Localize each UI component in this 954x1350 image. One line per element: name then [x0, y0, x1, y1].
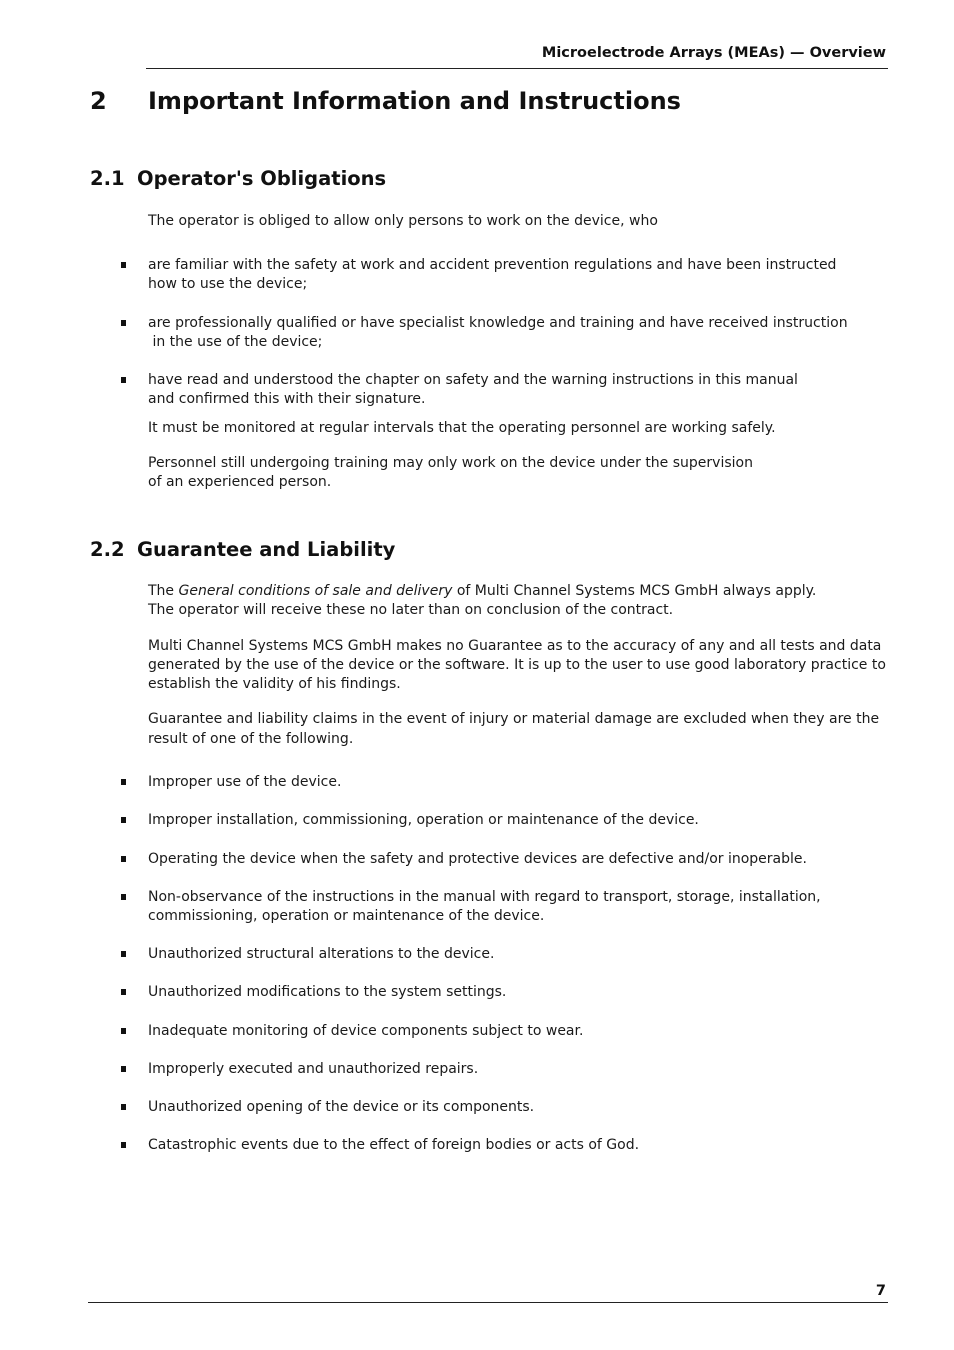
paragraph-intro: The operator is obliged to allow only persons to work on the device, who: [148, 213, 658, 229]
header-rule: [146, 68, 888, 69]
list-item-text: Unauthorized modifications to the system settings.: [148, 984, 507, 1000]
bullet-marker: [121, 320, 126, 326]
paragraph-monitoring: It must be monitored at regular intervals that the operating personnel are working safely.: [148, 420, 776, 436]
section-title: Operator's Obligations: [137, 167, 387, 190]
bullet-marker: [121, 817, 126, 823]
list-item-text: Improper use of the device.: [148, 774, 342, 790]
bullet-marker: [121, 856, 126, 862]
list-item-text: Improper installation, commissioning, operation or maintenance of the device.: [148, 812, 699, 828]
paragraph-training: [148, 454, 753, 492]
bullet-marker: [121, 1142, 126, 1148]
bullet-marker: [121, 1028, 126, 1034]
chapter-heading: [90, 87, 681, 115]
paragraph-line: Multi Channel Systems MCS GmbH makes no Guarantee as to the accuracy of any and all tests and data: [148, 638, 882, 654]
section-title: Guarantee and Liability: [137, 538, 396, 561]
section-heading-guarantee-liability: [90, 538, 395, 561]
paragraph-line: Personnel still undergoing training may only work on the device under the supervision: [148, 455, 753, 471]
list-item-text: Operating the device when the safety and protective devices are defective and/or inoperable.: [148, 851, 807, 867]
running-header: Microelectrode Arrays (MEAs) — Overview: [541, 45, 886, 61]
paragraph-line: of an experienced person.: [148, 474, 332, 490]
bullet-marker: [121, 377, 126, 383]
paragraph-conditions: [148, 582, 816, 620]
list-item-text: Unauthorized opening of the device or its components.: [148, 1099, 535, 1115]
page-number: 7: [875, 1283, 886, 1299]
chapter-title: Important Information and Instructions: [148, 87, 681, 115]
bullet-marker: [121, 1104, 126, 1110]
paragraph-exclusions: [148, 709, 879, 749]
bullet-marker: [121, 951, 126, 957]
list-item-text: are professionally qualified or have specialist knowledge and training and have received instruction: [148, 315, 848, 331]
list-item-text: Unauthorized structural alterations to the device.: [148, 946, 495, 962]
list-item-text: and confirmed this with their signature.: [148, 391, 426, 407]
paragraph-line: establish the validity of his findings.: [148, 676, 401, 692]
section-number: 2.1: [90, 167, 125, 190]
bullet-marker: [121, 989, 126, 995]
section-number: 2.2: [90, 538, 125, 561]
paragraph-line: generated by the use of the device or the software. It is up to the user to use good laboratory practice to: [148, 657, 886, 673]
italic-text: General conditions of sale and delivery: [178, 583, 453, 599]
paragraph-line: The operator will receive these no later than on conclusion of the contract.: [148, 602, 674, 618]
list-item-text: in the use of the device;: [148, 334, 323, 350]
list-item-text: have read and understood the chapter on safety and the warning instructions in this manual: [148, 372, 798, 388]
list-item-text: Non-observance of the instructions in the manual with regard to transport, storage, installation,: [148, 889, 821, 905]
list-item-text: commissioning, operation or maintenance of the device.: [148, 908, 545, 924]
paragraph-line: Guarantee and liability claims in the event of injury or material damage are excluded when they are the: [148, 711, 880, 727]
bullet-marker: [121, 262, 126, 268]
bullet-marker: [121, 1066, 126, 1072]
footer-rule: [88, 1302, 888, 1303]
paragraph-no-guarantee: [148, 637, 886, 694]
text-run: of Multi Channel Systems MCS GmbH always apply.: [452, 583, 817, 599]
bullet-marker: [121, 779, 126, 785]
list-item-text: Inadequate monitoring of device components subject to wear.: [148, 1023, 584, 1039]
list-item-text: are familiar with the safety at work and accident prevention regulations and have been instructed: [148, 257, 837, 273]
text-run: The: [148, 583, 179, 599]
bullet-marker: [121, 894, 126, 900]
list-item-text: how to use the device;: [148, 276, 308, 292]
list-item-text: Catastrophic events due to the effect of foreign bodies or acts of God.: [148, 1137, 640, 1153]
section-heading-operators-obligations: [90, 167, 386, 190]
paragraph-line: result of one of the following.: [148, 731, 354, 747]
chapter-number: 2: [90, 87, 107, 115]
list-item-text: Improperly executed and unauthorized repairs.: [148, 1061, 479, 1077]
